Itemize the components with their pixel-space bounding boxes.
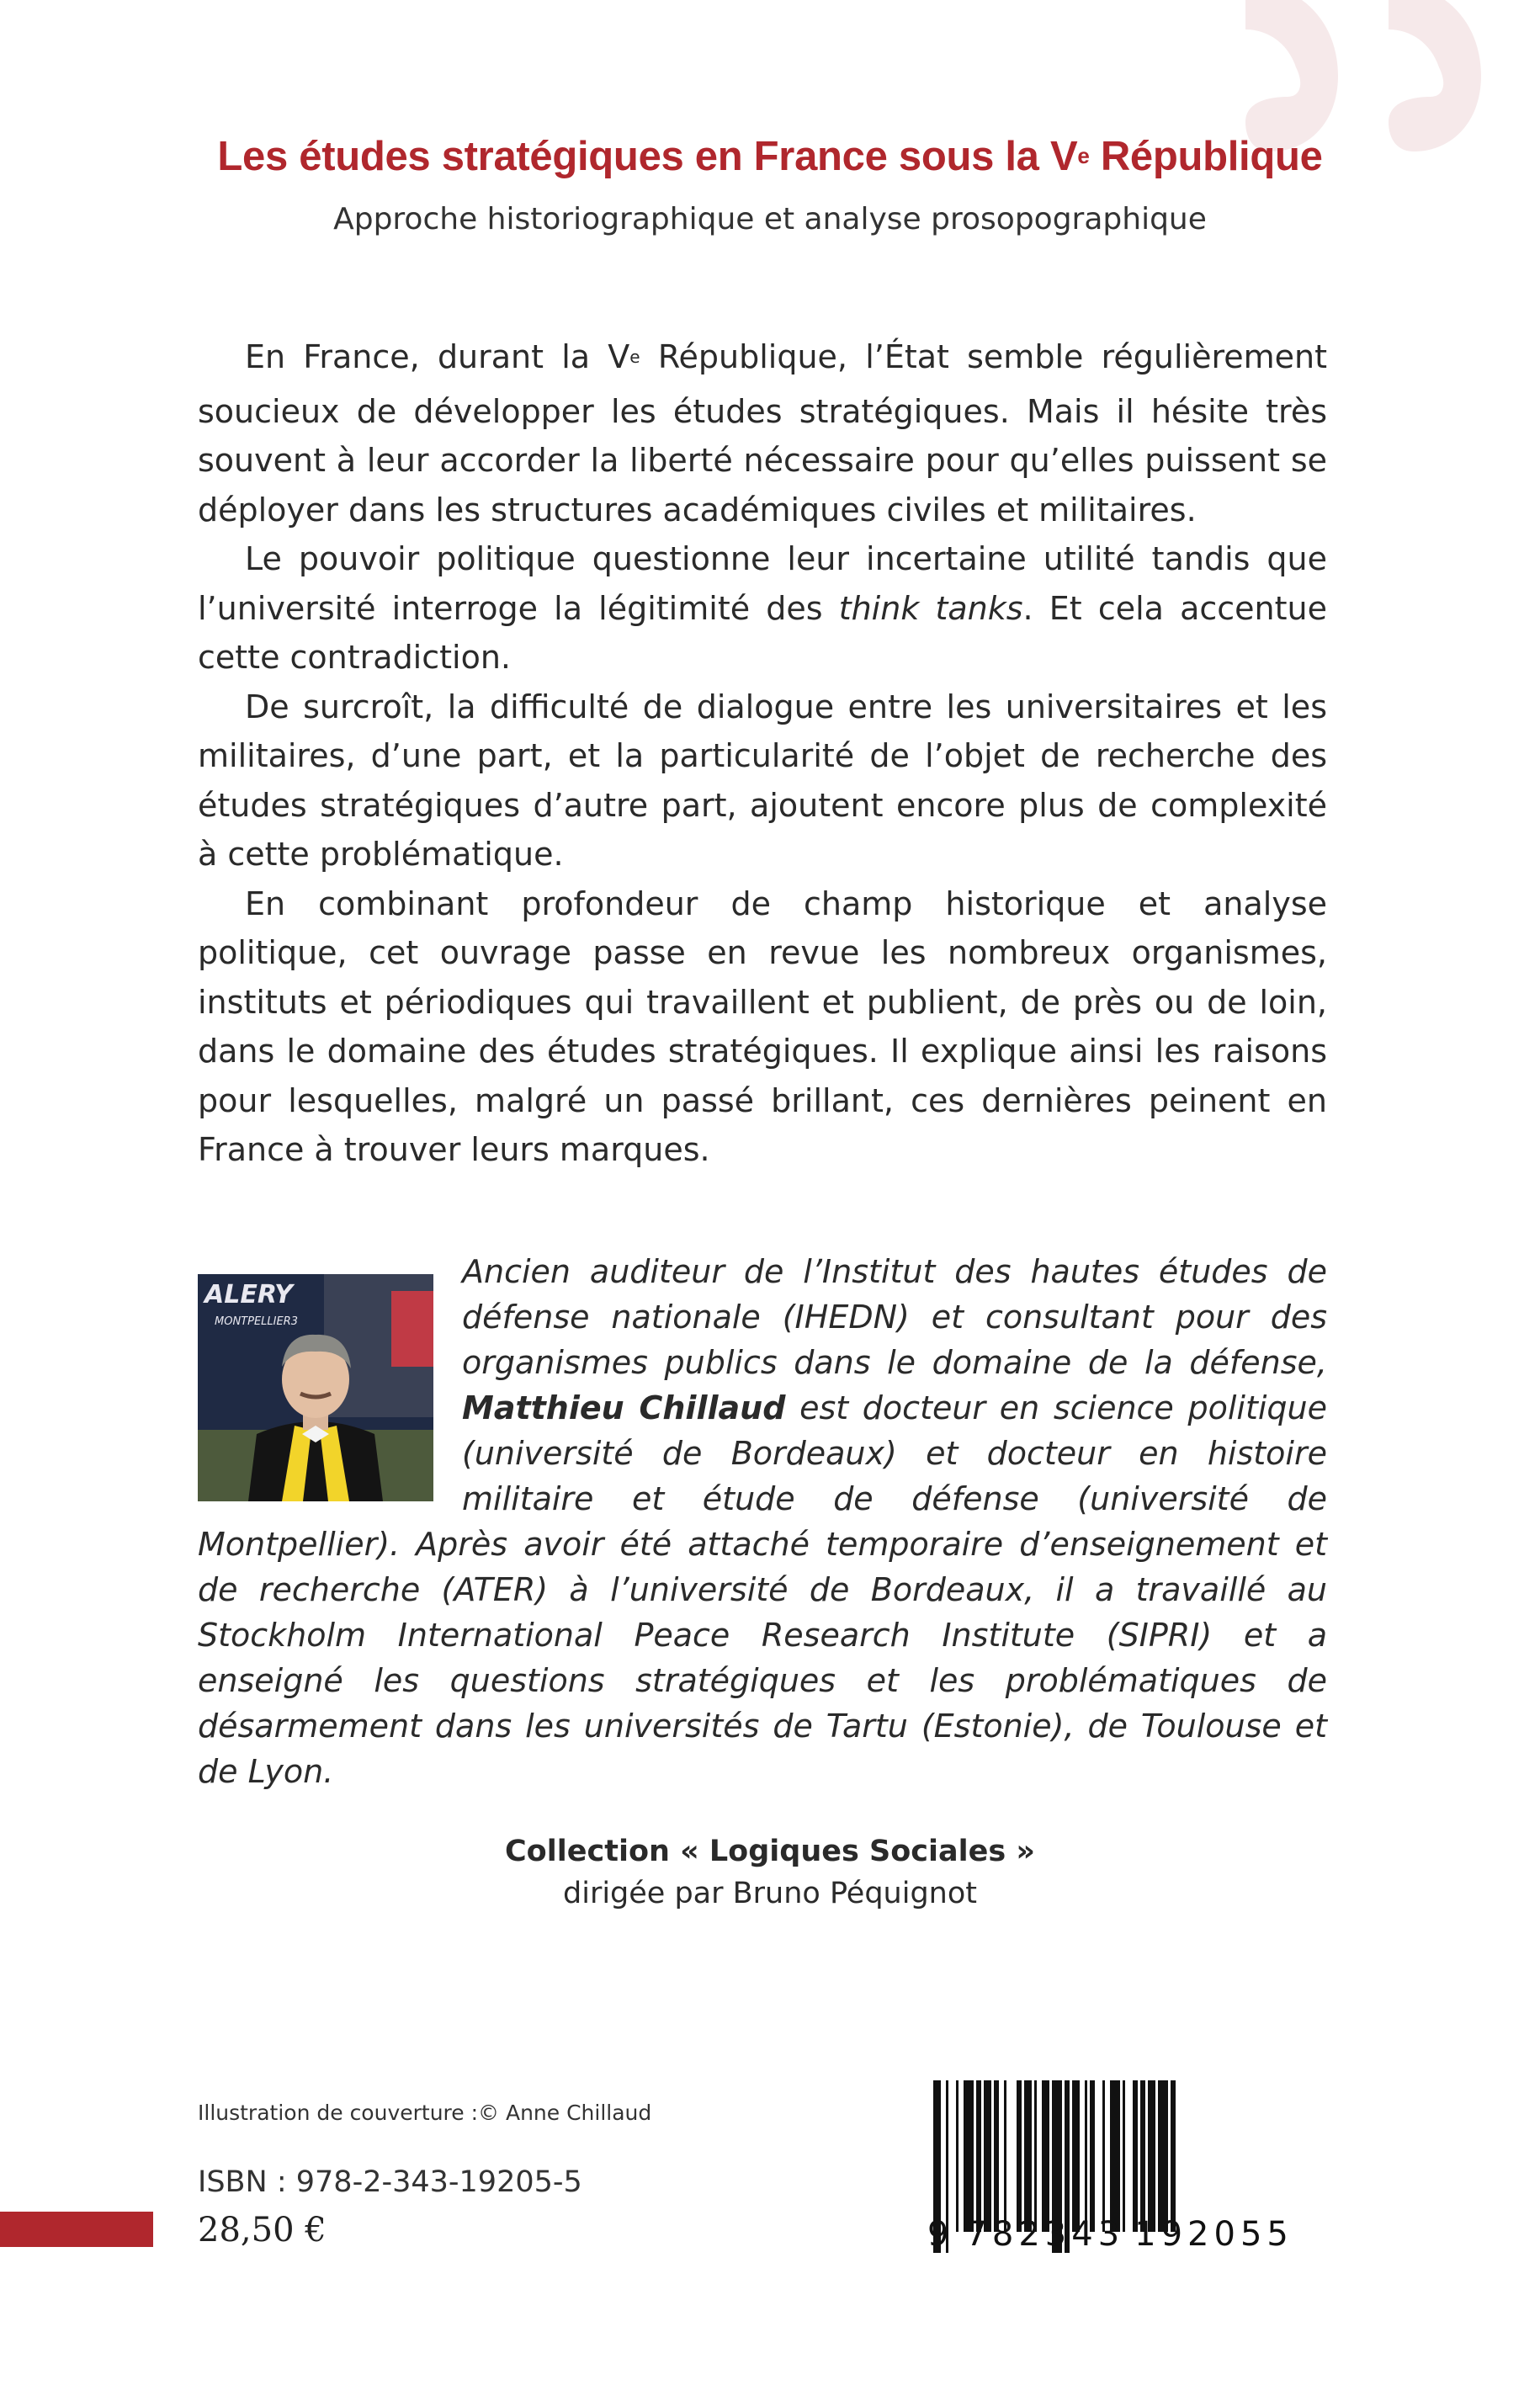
book-subtitle: Approche historiographique et analyse prosopographique — [333, 202, 1207, 236]
barcode-bar — [1042, 2080, 1049, 2232]
barcode-digit-group-1: 782343 — [965, 2215, 1125, 2254]
blurb-paragraph-3: De surcroît, la difficulté de dialogue entre les universitaires et les militaires, d’une part, et la particularité de l’objet de recherche des études stratégiques d’autre part, ajoutent encore plus de complexité à cette problématique. — [198, 688, 1327, 873]
barcode-bar — [984, 2080, 991, 2232]
collection-info — [0, 1830, 1540, 1915]
author-portrait-illustration — [198, 1274, 433, 1501]
barcode-bar — [1140, 2080, 1145, 2232]
barcode-bar — [964, 2080, 974, 2232]
cover-illustration-credit: Illustration de couverture :© Anne Chillaud — [198, 2101, 652, 2125]
barcode-bar — [976, 2080, 981, 2232]
barcode-bar — [1102, 2080, 1105, 2232]
barcode-bar — [1171, 2080, 1176, 2232]
barcode-bar — [1158, 2080, 1168, 2232]
photo-banner-subtext: MONTPELLIER3 — [215, 1315, 299, 1328]
barcode-bar — [1110, 2080, 1120, 2232]
barcode-bar — [1148, 2080, 1155, 2232]
book-title: Les études stratégiques en France sous la Ve République — [217, 134, 1323, 179]
barcode-bar — [994, 2080, 999, 2232]
blurb-paragraph-2: Le pouvoir politique questionne leur incertaine utilité tandis que l’université interroge la légitimité des think tanks. Et cela accentue cette contradiction. — [198, 540, 1327, 676]
collection-director: dirigée par Bruno Péquignot — [563, 1877, 977, 1910]
barcode-bar — [1017, 2080, 1022, 2232]
blurb-paragraph-1: En France, durant la Ve République, l’État semble régulièrement soucieux de développer les études stratégiques. Mais il hésite très souvent à leur accorder la liberté nécessaire pour qu’elles puissent se déployer dans les structures académiques civiles et militaires. — [198, 338, 1327, 529]
price-accent-bar — [0, 2212, 153, 2247]
barcode-bar — [1072, 2080, 1080, 2232]
barcode-bar — [1133, 2080, 1138, 2232]
collection-title: Collection « Logiques Sociales » — [505, 1835, 1035, 1868]
barcode-bar — [1034, 2080, 1037, 2232]
barcode-bar — [1085, 2080, 1087, 2232]
barcode-bar — [1004, 2080, 1006, 2232]
blurb-paragraph-4: En combinant profondeur de champ historique et analyse politique, cet ouvrage passe en revue les nombreux organismes, instituts et périodiques qui travaillent et publient, de près ou de loin, dans le domaine des études stratégiques. Il explique ainsi les raisons pour lesquelles, malgré un passé brillant, ces dernières peinent en France à trouver leurs marques. — [198, 884, 1327, 1168]
isbn: ISBN : 978-2-343-19205-5 — [198, 2165, 582, 2199]
barcode-digits — [927, 2215, 1298, 2254]
barcode-bar — [1024, 2080, 1032, 2232]
barcode-bar — [1090, 2080, 1095, 2232]
barcode-bar — [956, 2080, 959, 2232]
price: 28,50 € — [198, 2211, 327, 2250]
photo-banner-text: ALERY — [204, 1280, 293, 1309]
author-photo — [198, 1274, 433, 1501]
author-bio: ALERY MONTPELLIER3 Ancien auditeur de l’Institut des hautes études de défense nationale (IHEDN) et consultant pour des organismes publics dans le domaine de la défense, Matthieu Chillaud est docteur en science politique (université de Bordeaux) et docteur en histoire militaire et étude de défense (université de Montpellier). Après avoir été attaché temporaire d’enseignement et de recherche (ATER) à l’université de Bordeaux, il a travaillé au Stockholm International Peace Research Institute (SIPRI) et a enseigné les questions stratégiques et les problématiques de désarmement dans les universités de Tartu (Estonie), de Toulouse et de Lyon. — [198, 1253, 1327, 1790]
barcode-digit-first: 9 — [927, 2215, 954, 2254]
blurb — [198, 332, 1327, 1175]
author-name: Matthieu Chillaud — [462, 1389, 786, 1426]
barcode-bar — [1123, 2080, 1125, 2232]
barcode-digit-group-2: 192055 — [1134, 2215, 1293, 2254]
